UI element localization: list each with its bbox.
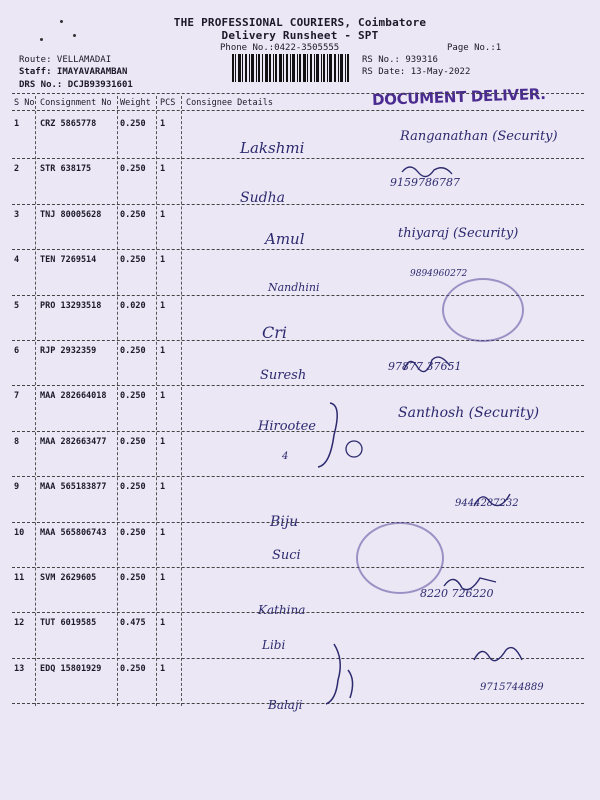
row-weight: 0.250 [120,164,146,175]
row-pcs: 1 [160,300,166,311]
receiver-note-handwritten: Santhosh (Security) [398,405,540,422]
consignee-name-handwritten: Amul [265,229,305,248]
receiver-note-handwritten: 8220 726220 [420,587,494,600]
row-pcs: 1 [160,255,166,266]
row-consignment-no: PRO 13293518 [40,300,102,311]
column-divider [181,96,182,706]
row-weight: 0.250 [120,119,146,129]
row-pcs: 1 [160,209,166,220]
col-header-consignment: Consignment No [40,98,112,108]
barcode [232,54,350,82]
row-separator [12,249,584,250]
row-consignment-no: TUT 6019585 [40,618,97,629]
table-top-rule [12,93,584,94]
row-weight: 0.250 [120,663,146,674]
row-consignment-no: CRZ 5865778 [40,119,97,129]
col-header-sno: S No [14,98,35,108]
consignee-name-handwritten: Libi [262,638,286,653]
runsheet-subtitle: Delivery Runsheet - SPT [221,29,379,42]
row-consignment-no: EDQ 15801929 [40,663,102,674]
row-consignment-no: TNJ 80005628 [40,209,102,220]
row-pcs: 1 [160,482,166,493]
consignee-name-handwritten: Cri [262,322,288,342]
consignee-name-handwritten: Lakshmi [240,139,305,157]
row-consignment-no: TEN 7269514 [40,255,97,266]
row-consignment-no: MAA 282664018 [40,391,107,402]
receiver-note-handwritten: 9444287232 [455,498,519,510]
row-sno: 7 [14,391,20,402]
consignee-name-handwritten: Balaji [268,697,303,712]
receiver-note-handwritten: Ranganathan (Security) [400,129,558,144]
row-sno: 13 [14,663,25,674]
row-weight: 0.250 [120,482,146,493]
row-separator [12,431,584,432]
drs-number: DRS No.: DCJB93931601 [19,80,133,90]
bracket-signature [320,640,360,710]
column-divider [156,96,157,706]
row-sno: 3 [14,209,20,220]
row-sno: 9 [14,482,20,493]
row-weight: 0.250 [120,209,146,220]
row-consignment-no: MAA 565183877 [40,482,107,493]
consignee-name-handwritten: Nandhini [268,281,320,295]
column-divider [117,96,118,706]
rs-number: RS No.: 939316 [362,55,438,65]
company-seal [442,278,524,342]
signature-scribble [470,488,520,513]
row-sno: 12 [14,618,25,629]
col-header-pcs: PCS [160,98,176,108]
col-header-weight: Weight [120,98,151,108]
row-pcs: 1 [160,119,166,129]
row-weight: 0.250 [120,391,146,402]
row-weight: 0.250 [120,527,146,538]
row-pcs: 1 [160,346,166,356]
consignee-name-handwritten: Biju [270,514,299,531]
receiver-note-handwritten: 9159786787 [390,176,460,190]
signature-scribble [440,570,500,595]
row-separator [12,158,584,159]
header-rule [12,110,584,111]
row-sno: 1 [14,119,20,129]
row-pcs: 1 [160,391,166,402]
row-weight: 0.250 [120,346,146,356]
signature-scribble [400,350,460,380]
row-pcs: 1 [160,663,166,674]
row-weight: 0.250 [120,573,146,583]
staff-name: Staff: IMAYAVARAMBAN [19,67,128,77]
rs-date: RS Date: 13-May-2022 [362,67,471,77]
consignee-name-handwritten: Sudha [240,190,285,207]
col-header-consignee: Consignee Details [186,98,273,108]
receiver-note-handwritten: 9715744889 [480,681,544,693]
company-seal [356,522,444,594]
row-weight: 0.250 [120,255,146,266]
row-weight: 0.020 [120,300,146,311]
row-pcs: 1 [160,527,166,538]
row-sno: 5 [14,300,20,311]
route: Route: VELLAMADAI [19,55,112,65]
receiver-note-handwritten: 9894960272 [410,269,468,280]
document-title [0,16,600,42]
row-sno: 6 [14,346,20,356]
row-separator [12,522,584,523]
consignee-name-handwritten: Suci [272,547,301,563]
row-pcs: 1 [160,164,166,175]
row-weight: 0.250 [120,436,146,447]
row-sno: 10 [14,527,25,538]
bracket-signature [310,395,370,475]
row-sno: 4 [14,255,20,266]
receiver-note-handwritten: thiyaraj (Security) [398,225,519,241]
row-separator [12,567,584,568]
company-name: THE PROFESSIONAL COURIERS, Coimbatore [173,16,427,29]
phone-number: Phone No.:0422-3505555 [220,43,340,53]
row-consignment-no: SVM 2629605 [40,573,97,583]
consignee-name-handwritten: Kathina [258,603,306,617]
receiver-note-handwritten: 97877 37651 [388,360,462,373]
row-pcs: 1 [160,618,166,629]
row-consignment-no: MAA 282663477 [40,436,107,447]
page-number: Page No.:1 [447,43,502,53]
row-consignment-no: MAA 565806743 [40,527,107,538]
row-separator [12,204,584,205]
consignee-name-handwritten: 4 [282,450,289,462]
row-consignment-no: RJP 2932359 [40,346,97,356]
consignee-name-handwritten: Hirootee [258,419,316,435]
row-sno: 8 [14,436,20,447]
row-pcs: 1 [160,436,166,447]
row-weight: 0.475 [120,618,146,629]
row-separator [12,340,584,341]
document-delivery-stamp: DOCUMENT DELIVER. [371,84,546,110]
row-sno: 11 [14,573,25,583]
row-separator [12,612,584,613]
consignee-name-handwritten: Suresh [260,368,307,383]
row-separator [12,385,584,386]
row-separator [12,476,584,477]
column-divider [35,96,36,706]
row-consignment-no: STR 638175 [40,164,92,175]
row-sno: 2 [14,164,20,175]
row-pcs: 1 [160,573,166,583]
signature-scribble [470,640,530,670]
row-separator [12,703,584,704]
signature-scribble [400,160,470,180]
